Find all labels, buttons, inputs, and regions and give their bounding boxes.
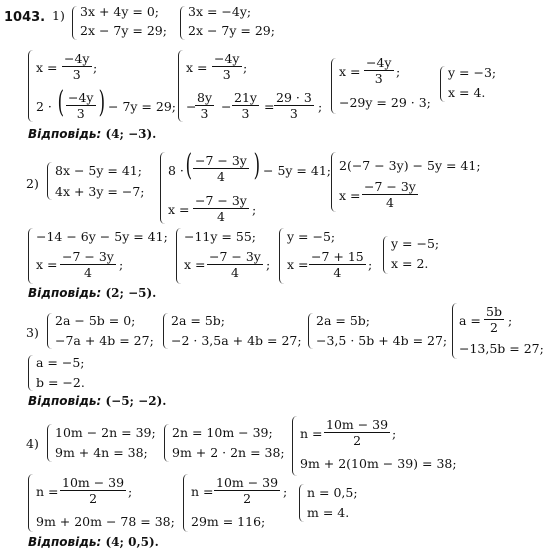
denominator: 2 <box>89 491 98 507</box>
equation: 2a − 5b = 0; <box>55 313 136 328</box>
equation: 2a = 5b; <box>316 313 370 328</box>
denominator: 3 <box>200 106 209 122</box>
fraction <box>274 91 314 120</box>
denominator: 2 <box>353 433 362 449</box>
numerator: −7 + 15 <box>311 249 364 264</box>
answer-line <box>28 535 159 549</box>
equation: −11y = 55; <box>184 229 256 244</box>
numerator: −4y <box>214 51 240 66</box>
answer-label: Відповідь: <box>28 394 102 408</box>
problem-number: 1043. <box>4 10 46 25</box>
equation-part: ; <box>318 99 323 114</box>
numerator: 21y <box>234 90 257 105</box>
equation-part: n = <box>191 484 214 499</box>
denominator: 2 <box>490 320 498 336</box>
system-brace <box>452 303 457 359</box>
numerator: −7 − 3y <box>195 193 247 208</box>
equation-part: ; <box>243 60 248 75</box>
equation-part: x = <box>36 257 58 272</box>
answer-value: (−5; −2). <box>105 394 167 408</box>
system-brace <box>279 228 284 284</box>
right-paren: ) <box>253 148 261 183</box>
equation-part: − <box>221 99 232 114</box>
equation-part: − 5y = 41; <box>263 163 331 178</box>
denominator: 4 <box>216 209 225 225</box>
fraction <box>232 91 259 120</box>
equation-part: = <box>264 99 275 114</box>
system-brace <box>331 152 336 212</box>
equation-part: x = <box>184 257 206 272</box>
fraction <box>193 154 249 183</box>
numerator: −7 − 3y <box>209 249 261 264</box>
denominator: 3 <box>222 67 231 83</box>
denominator: 4 <box>83 265 92 281</box>
equation-part: x = <box>287 257 309 272</box>
numerator: 29 · 3 <box>276 90 312 105</box>
equation: 3x = −4y; <box>188 4 252 19</box>
part-label: 4) <box>26 436 39 451</box>
fraction <box>195 91 214 120</box>
fraction <box>193 194 249 223</box>
system-brace <box>292 416 297 476</box>
system-brace <box>28 355 33 391</box>
equation-part: 8 · <box>168 163 184 178</box>
fraction <box>60 476 126 505</box>
equation: 4x + 3y = −7; <box>55 184 145 199</box>
denominator: 2 <box>243 491 252 507</box>
denominator: 3 <box>72 67 81 83</box>
part-label: 2) <box>26 176 39 191</box>
answer-label: Відповідь: <box>28 127 102 141</box>
numerator: −4y <box>366 55 392 70</box>
left-paren: ( <box>185 148 193 183</box>
denominator: 4 <box>333 265 342 281</box>
equation-part: ; <box>119 257 124 272</box>
fraction <box>324 418 390 447</box>
answer-line <box>28 286 156 300</box>
left-paren: ( <box>57 85 65 120</box>
fraction <box>362 180 418 209</box>
equation: a = −5; <box>36 355 85 370</box>
numerator: −4y <box>68 90 94 105</box>
system-brace <box>47 162 52 200</box>
equation: 8x − 5y = 41; <box>55 163 142 178</box>
system-brace <box>299 484 304 522</box>
equation: −3,5 · 5b + 4b = 27; <box>316 333 448 348</box>
equation: 9m + 4n = 38; <box>55 445 148 460</box>
system-brace <box>160 152 165 224</box>
equation-part: ; <box>396 64 401 79</box>
fraction <box>484 305 504 334</box>
equation: 2a = 5b; <box>171 313 225 328</box>
fraction <box>214 476 280 505</box>
equation-part: − <box>186 99 197 114</box>
equation-part: ; <box>252 202 257 217</box>
answer-value: (4; −3). <box>105 127 157 141</box>
equation: 2n = 10m − 39; <box>172 425 273 440</box>
equation: 29m = 116; <box>191 514 266 529</box>
numerator: 10m − 39 <box>62 475 125 490</box>
denominator: 4 <box>385 195 394 211</box>
numerator: −4y <box>64 51 90 66</box>
equation: 9m + 20m − 78 = 38; <box>36 514 175 529</box>
fraction <box>207 250 263 279</box>
equation-part: x = <box>168 202 190 217</box>
system-brace <box>440 66 445 102</box>
numerator: −7 − 3y <box>195 153 247 168</box>
equation-part: x = <box>186 60 208 75</box>
equation-part: ; <box>368 257 373 272</box>
system-brace <box>308 313 313 349</box>
equation: −14 − 6y − 5y = 41; <box>36 229 168 244</box>
equation: 2x − 7y = 29; <box>188 23 275 38</box>
equation-part: 2 · <box>36 99 52 114</box>
denominator: 3 <box>374 71 383 87</box>
part-label: 1) <box>52 8 65 23</box>
system-brace <box>72 6 77 40</box>
answer-label: Відповідь: <box>28 535 102 549</box>
system-brace <box>47 313 52 349</box>
part-label: 3) <box>26 325 39 340</box>
equation-part: n = <box>36 484 59 499</box>
equation-part: ; <box>266 257 271 272</box>
equation-part: − 7y = 29; <box>108 99 176 114</box>
fraction <box>60 250 116 279</box>
equation: 3x + 4y = 0; <box>80 4 160 19</box>
answer-line <box>28 394 166 408</box>
system-brace <box>163 313 168 349</box>
equation: x = 2. <box>391 256 429 271</box>
system-brace <box>180 6 185 40</box>
equation-part: n = <box>300 426 323 441</box>
system-brace <box>178 50 183 122</box>
denominator: 3 <box>241 106 250 122</box>
equation-part: x = <box>339 188 361 203</box>
system-brace <box>28 474 33 532</box>
equation: b = −2. <box>36 375 85 390</box>
fraction <box>62 52 92 81</box>
system-brace <box>383 236 388 274</box>
equation: 9m + 2(10m − 39) = 38; <box>300 456 457 471</box>
numerator: 10m − 39 <box>326 417 389 432</box>
equation: 10m − 2n = 39; <box>55 425 156 440</box>
equation: y = −3; <box>448 65 497 80</box>
fraction <box>66 91 96 120</box>
numerator: 8y <box>197 90 213 105</box>
fraction <box>364 56 394 85</box>
fraction <box>309 250 366 279</box>
numerator: 10m − 39 <box>216 475 279 490</box>
equation-part: ; <box>128 484 133 499</box>
system-brace <box>331 58 336 114</box>
equation-part: ; <box>392 426 397 441</box>
fraction <box>212 52 242 81</box>
equation-part: x = <box>339 64 361 79</box>
equation-part: ; <box>283 484 288 499</box>
equation: x = 4. <box>448 85 486 100</box>
equation: y = −5; <box>391 236 440 251</box>
equation: −29y = 29 · 3; <box>339 95 431 110</box>
equation: 2x − 7y = 29; <box>80 23 167 38</box>
equation: −2 · 3,5a + 4b = 27; <box>171 333 302 348</box>
denominator: 3 <box>76 106 85 122</box>
system-brace <box>28 50 33 122</box>
system-brace <box>28 228 33 284</box>
equation: −13,5b = 27; <box>459 341 544 356</box>
equation: y = −5; <box>287 229 336 244</box>
equation: n = 0,5; <box>307 485 358 500</box>
numerator: 5b <box>486 304 502 319</box>
equation-part: a = <box>459 313 481 328</box>
system-brace <box>164 424 169 462</box>
numerator: −7 − 3y <box>364 179 416 194</box>
equation: m = 4. <box>307 505 350 520</box>
answer-value: (4; 0,5). <box>105 535 159 549</box>
system-brace <box>176 228 181 284</box>
equation: 9m + 2 · 2n = 38; <box>172 445 285 460</box>
equation-part: x = <box>36 60 58 75</box>
answer-label: Відповідь: <box>28 286 102 300</box>
answer-line <box>28 127 156 141</box>
denominator: 3 <box>289 106 298 122</box>
equation-part: ; <box>508 313 513 328</box>
system-brace <box>183 474 188 532</box>
right-paren: ) <box>98 85 106 120</box>
equation-part: ; <box>93 60 98 75</box>
denominator: 4 <box>216 169 225 185</box>
answer-value: (2; −5). <box>105 286 157 300</box>
equation: −7a + 4b = 27; <box>55 333 154 348</box>
numerator: −7 − 3y <box>62 249 114 264</box>
denominator: 4 <box>230 265 239 281</box>
equation: 2(−7 − 3y) − 5y = 41; <box>339 158 481 173</box>
system-brace <box>47 424 52 462</box>
